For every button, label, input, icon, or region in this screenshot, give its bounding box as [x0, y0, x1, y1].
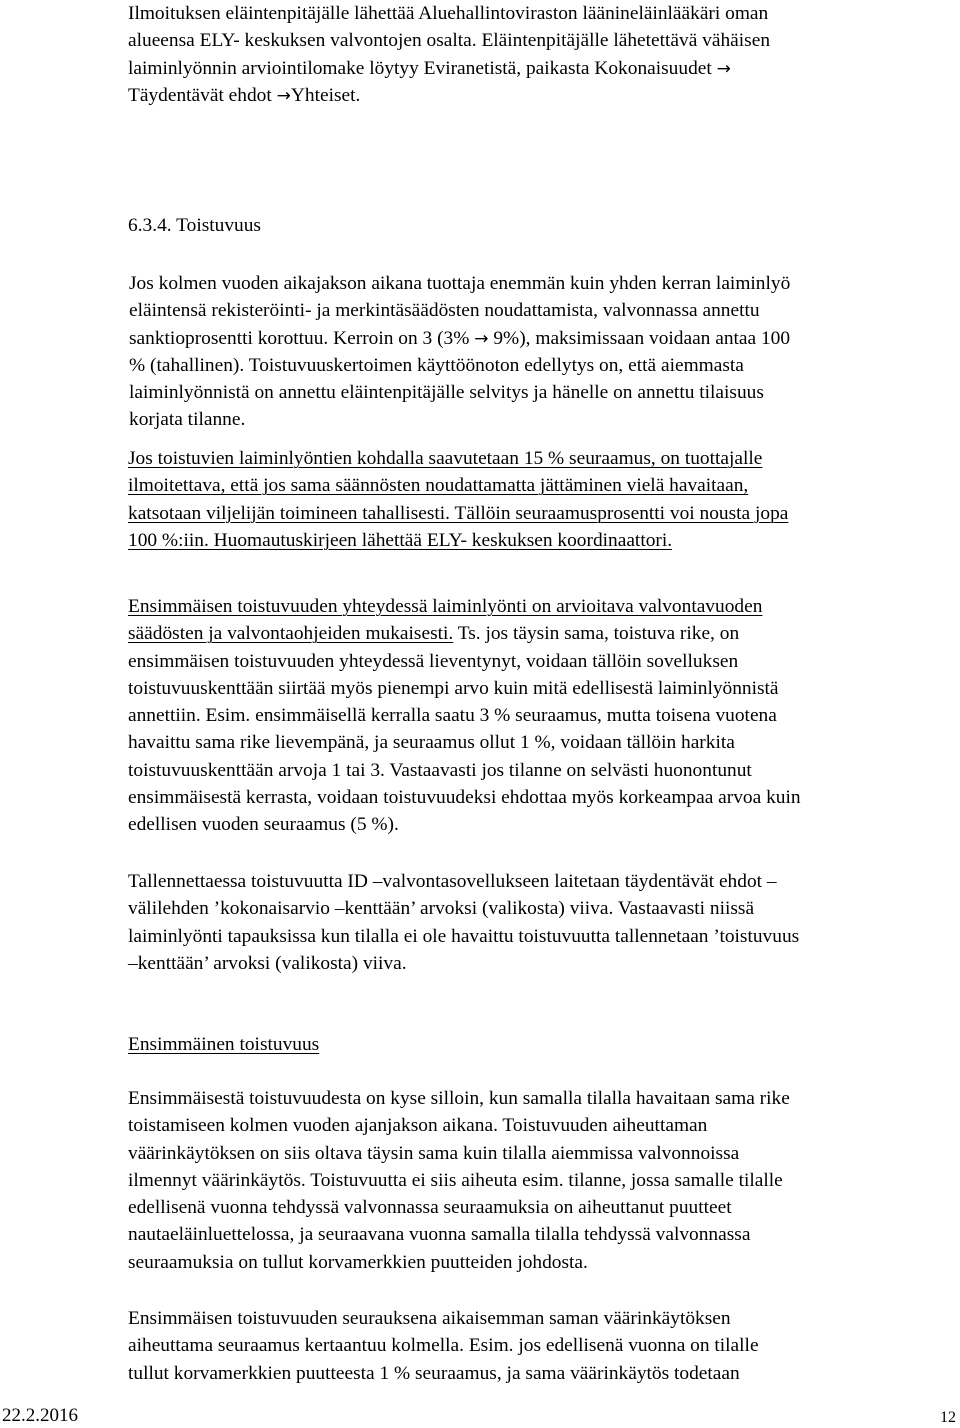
right-arrow-icon: →	[716, 58, 731, 79]
paragraph-line: toistamiseen kolmen vuoden ajanjakson aikana. Toistuvuuden aiheuttaman	[128, 1115, 708, 1137]
paragraph-line: sanktioprosentti korottuu. Kerroin on 3 (3% → 9%), maksimissaan voidaan antaa 100	[129, 327, 791, 349]
page-number: 12	[940, 1409, 956, 1426]
paragraph-line: edellisen vuoden seuraamus (5 %).	[128, 814, 399, 836]
paragraph-line: ilmennyt väärinkäytös. Toistuvuutta ei siis aiheuta esim. tilanne, jossa samalle tilalle	[128, 1169, 783, 1191]
first-recurrence-definition-paragraph	[128, 1085, 958, 1276]
paragraph-line: laiminlyönti tapauksissa kun tilalla ei ole havaittu toistuvuutta tallennetaan ’toistuvuus	[128, 925, 800, 947]
footer-date: 22.2.2016	[2, 1405, 78, 1426]
first-recurrence-consequence-paragraph	[128, 1305, 958, 1387]
paragraph-line: 100 %:iin. Huomautuskirjeen lähettää ELY- keskuksen koordinaattori.	[128, 529, 673, 551]
paragraph-line: säädösten ja valvontaohjeiden mukaisesti. Ts. jos täysin sama, toistuva rike, on	[128, 623, 740, 645]
paragraph-line: eläintensä rekisteröinti- ja merkintäsäädösten noudattamista, valvonnassa annettu	[129, 300, 760, 322]
underlined-paragraph	[128, 445, 958, 554]
paragraph-line: % (tahallinen). Toistuvuuskertoimen käyttöönoton edellytys on, että aiemmasta	[129, 354, 744, 376]
section-number: 6.3.4.	[128, 215, 172, 236]
intro-line: alueensa ELY- keskuksen valvontojen osalta. Eläintenpitäjälle lähetettävä vähäisen	[128, 30, 771, 52]
paragraph-line: ensimmäisen toistuvuuden yhteydessä lieventynyt, voidaan tällöin sovelluksen	[128, 650, 739, 672]
section-title: Toistuvuus	[176, 215, 261, 236]
paragraph-line: katsotaan viljelijän toimineen tahallisesti. Tällöin seuraamusprosentti voi nousta jopa	[128, 502, 789, 524]
paragraph-line: väärinkäytöksen on siis oltava täysin sama kuin tilalla aiemmissa valvonnoissa	[128, 1142, 740, 1164]
paragraph-line: aiheuttama seuraamus kertaantuu kolmella. Esim. jos edellisenä vuonna on tilalle	[128, 1335, 759, 1357]
paragraph-line: Jos toistuvien laiminlyöntien kohdalla saavutetaan 15 % seuraamus, on tuottajalle	[128, 448, 763, 469]
intro-line: laiminlyönnin arviointilomake löytyy Eviranetistä, paikasta Kokonaisuudet →	[128, 57, 731, 79]
paragraph-line: Tallennettaessa toistuvuutta ID –valvontasovellukseen laitetaan täydentävät ehdot –	[128, 871, 777, 892]
paragraph-line: nautaeläinluettelossa, ja seuraavana vuonna samalla tilalla tehdyssä valvonnassa	[128, 1224, 751, 1246]
recurrence-paragraph	[129, 270, 959, 434]
intro-line: Ilmoituksen eläintenpitäjälle lähettää Aluehallintoviraston läänineläinlääkäri oman	[128, 3, 769, 24]
paragraph-line: edellisenä vuonna tehdyssä valvonnassa seuraamuksia on aiheuttanut puutteet	[128, 1197, 732, 1219]
paragraph-line: tullut korvamerkkien puutteesta 1 % seuraamus, ja sama väärinkäytös todetaan	[128, 1362, 740, 1384]
paragraph-line: ilmoitettava, että jos sama säännösten noudattamatta jättäminen vielä havaitaan,	[128, 475, 749, 497]
paragraph-line: Jos kolmen vuoden aikajakson aikana tuottaja enemmän kuin yhden kerran laiminlyö	[129, 273, 791, 294]
paragraph-line: ensimmäisestä kerrasta, voidaan toistuvuudeksi ehdottaa myös korkeampaa arvoa kuin	[128, 787, 801, 809]
intro-paragraph	[128, 0, 958, 109]
paragraph-line: Ensimmäisen toistuvuuden yhteydessä laiminlyönti on arvioitava valvontavuoden	[128, 596, 763, 617]
paragraph-line: välilehden ’kokonaisarvio –kenttään’ arvoksi (valikosta) viiva. Vastaavasti niissä	[128, 898, 755, 920]
right-arrow-icon: →	[276, 85, 291, 106]
first-recurrence-assessment-paragraph	[128, 593, 958, 839]
right-arrow-icon: →	[474, 328, 489, 349]
paragraph-line: annettiin. Esim. ensimmäisellä kerralla saatu 3 % seuraamus, mutta toisena vuotena	[128, 705, 777, 727]
paragraph-line: Ensimmäisestä toistuvuudesta on kyse silloin, kun samalla tilalla havaitaan sama rike	[128, 1088, 790, 1109]
sub-heading: Ensimmäinen toistuvuus	[128, 1034, 320, 1055]
paragraph-line: –kenttään’ arvoksi (valikosta) viiva.	[128, 952, 407, 974]
paragraph-line: laiminlyönnistä on annettu eläintenpitäjälle selvitys ja hänelle on annettu tilaisuus	[129, 382, 764, 404]
paragraph-line: korjata tilanne.	[129, 409, 246, 431]
intro-path-line: Täydentävät ehdot →Yhteiset.	[128, 84, 361, 106]
paragraph-line: havaittu sama rike lievempänä, ja seuraamus ollut 1 %, voidaan tällöin harkita	[128, 732, 735, 754]
section-heading	[128, 212, 261, 239]
paragraph-line: toistuvuuskenttään arvoja 1 tai 3. Vastaavasti jos tilanne on selvästi huonontunut	[128, 759, 752, 781]
paragraph-line: Ensimmäisen toistuvuuden seurauksena aikaisemman saman väärinkäytöksen	[128, 1308, 731, 1329]
paragraph-line: toistuvuuskenttään siirtää myös pienempi arvo kuin mitä edellisestä laiminlyönnistä	[128, 677, 779, 699]
paragraph-line: seuraamuksia on tullut korvamerkkien puutteiden johdosta.	[128, 1251, 588, 1273]
id-application-paragraph	[128, 868, 958, 977]
